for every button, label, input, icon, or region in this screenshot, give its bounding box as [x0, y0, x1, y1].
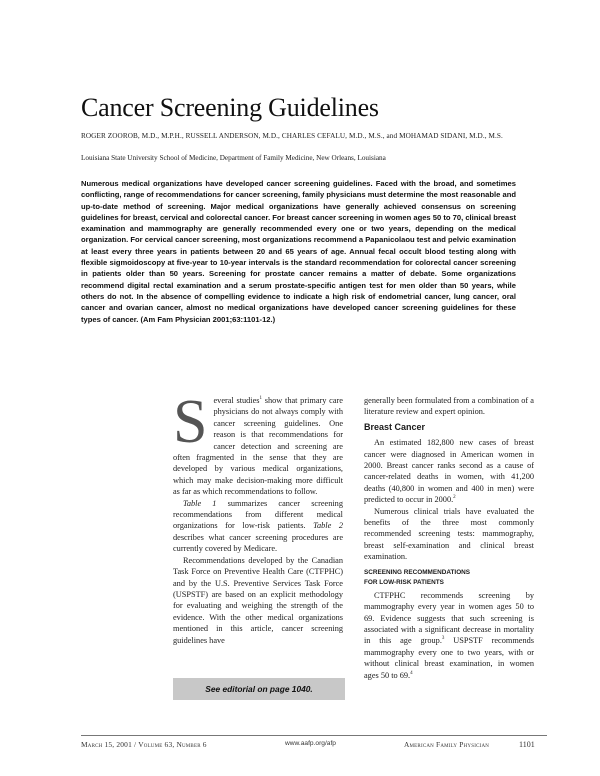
table-ref: Table 2: [313, 521, 343, 531]
body-paragraph-7: [364, 590, 534, 681]
body-column-right: [364, 395, 534, 681]
body-paragraph-4: generally been formulated from a combination of a literature review and expert opinion.: [364, 396, 534, 417]
footer-rule: [81, 735, 547, 736]
subsection-heading: [364, 568, 534, 588]
citation-ref: 2: [453, 495, 456, 501]
body-text: everal studies: [213, 396, 260, 405]
abstract: Numerous medical organizations have developed cancer screening guidelines. Faced with the broad, and sometimes conflicting, range of recommendations for cancer screening, family physicians must determine the most reasonable and up-to-date method of screening. Major medical organizations have generally achieved consensus on screening guidelines for breast, cervical and colorectal cancer. For breast cancer screening in women ages 50 to 70, clinical breast examination and mammography are generally recommended every one or two years, depending on the medical organization. For cervical cancer screening, most organizations recommend a Papanicolaou test and pelvic examination at least every three years in patients between 20 and 65 years of age. Annual fecal occult blood testing along with flexible sigmoidoscopy at five-year to 10-year intervals is the standard recommendation for colorectal cancer screening in patients older than 50 years. Screening for prostate cancer remains a matter of debate. Some organizations recommend digital rectal examination and a serum prostate-specific antigen test for men older than 50 years, while others do not. In the absence of compelling evidence to indicate a high risk of endometrial cancer, lung cancer, oral cancer and ovarian cancer, almost no medical organizations have developed cancer screening guidelines for these types of cancer. (Am Fam Physician 2001;63:1101-12.): [81, 179, 516, 324]
citation-ref: 4: [410, 670, 413, 676]
citation-ref: 1: [259, 396, 263, 402]
body-paragraph-1: [173, 388, 343, 498]
footer-issue: March 15, 2001 / Volume 63, Number 6: [81, 740, 207, 749]
footer-url[interactable]: www.aafp.org/afp: [285, 740, 336, 747]
subhead-line-1: SCREENING RECOMMENDATIONS: [364, 568, 471, 576]
body-text: summarizes cancer screening recommendations from different medical organizations for low-risk patients.: [173, 498, 343, 531]
subhead-line-2: FOR LOW-RISK PATIENTS: [364, 578, 444, 586]
body-text: CTFPHC recommends screening by mammography every year in women ages 50 to 69. Evidence suggests that such screening is associated with a significant decrease in mortality in this age group.: [364, 590, 534, 646]
body-text: show that primary care physicians do not always comply with cancer screening guidelines. One reason is that recommendations for cancer detection and screening are often fragmented in the sense that they are developed by various medical organizations, which may make decision-making more difficult as far as which recommendations to follow.: [173, 396, 343, 497]
author-affiliation: Louisiana State University School of Medicine, Department of Family Medicine, New Orleans, Louisiana: [81, 154, 386, 162]
body-paragraph-3: Recommendations developed by the Canadian Task Force on Preventive Health Care (CTFPHC) and by the U.S. Preventive Services Task Force (USPSTF) are based on an explicit methodology for evaluating and weighing the strength of the evidence. With the other medical organizations mentioned in this article, cancer screening guidelines have: [173, 555, 343, 645]
body-paragraph-5: [364, 437, 534, 505]
author-list: ROGER ZOOROB, M.D., M.P.H., RUSSELL ANDERSON, M.D., CHARLES CEFALU, M.D., M.S., and MOHAMAD SIDANI, M.D., M.S.: [81, 132, 503, 140]
section-heading-breast-cancer: Breast Cancer: [364, 421, 426, 432]
citation-ref: 3: [441, 636, 445, 642]
body-column-left: [173, 388, 343, 646]
body-paragraph-6: Numerous clinical trials have evaluated the benefits of the three most commonly recommended screening tests: mammography, breast self-examination and clinical breast examination.: [364, 506, 534, 562]
editorial-callout: See editorial on page 1040.: [173, 678, 345, 700]
body-text: USPSTF recommends mammography every one to two years, with or without clinical breast examination, in women ages 50 to 69.: [364, 636, 534, 680]
table-ref: Table 1: [183, 498, 217, 508]
body-text: An estimated 182,800 new cases of breast cancer were diagnosed in American women in 2000. Breast cancer ranks second as a cause of cancer-related deaths in women, with 41,200 deaths (40,800 in women and 400 in men) were predicted to occur in 2000.: [364, 438, 534, 505]
drop-cap: S: [173, 388, 208, 456]
body-paragraph-2: [173, 498, 343, 555]
body-text: describes what cancer screening procedures are currently covered by Medicare.: [173, 532, 343, 554]
footer-journal: American Family Physician: [404, 740, 490, 749]
article-title: Cancer Screening Guidelines: [81, 93, 379, 122]
page-number: 1101: [519, 740, 535, 749]
